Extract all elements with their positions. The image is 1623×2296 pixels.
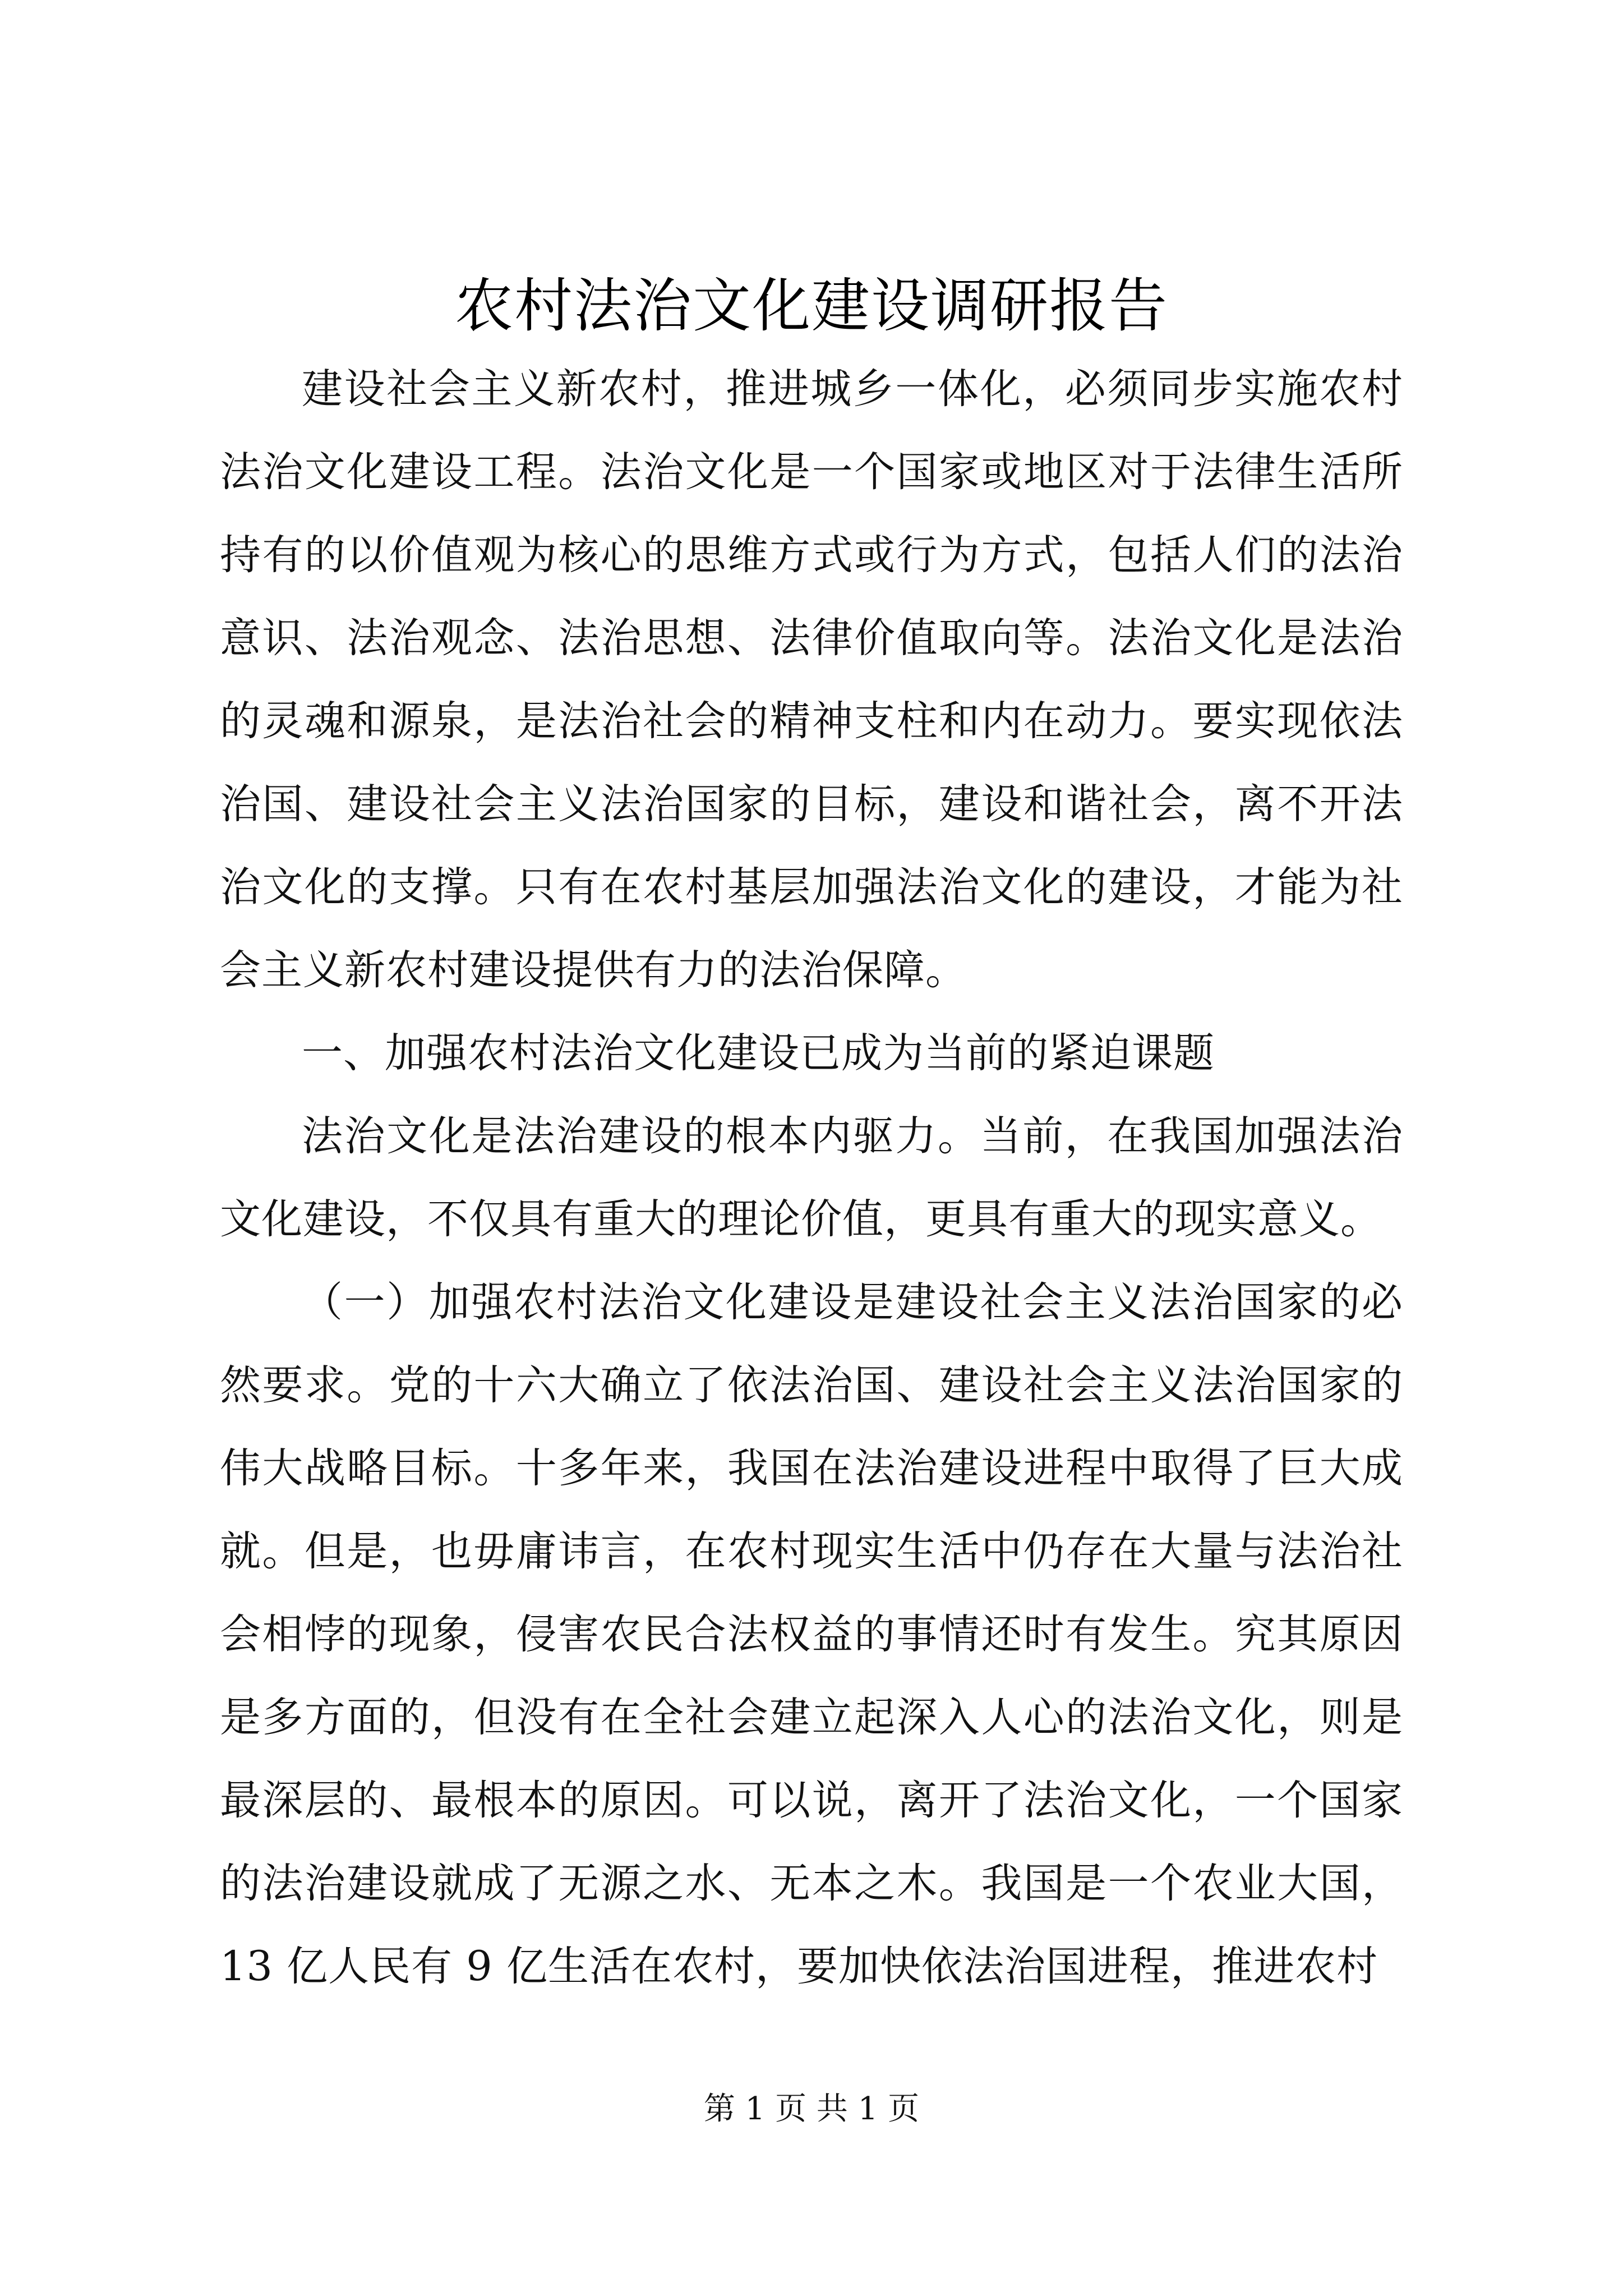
intro-paragraph: 建设社会主义新农村，推进城乡一体化，必须同步实施农村法治文化建设工程。法治文化是一个国家或地区对于法律生活所持有的以价值观为核心的思维方式或行为方式，包括人们的法治意识、法治观念、法治思想、法律价值取向等。法治文化是法治的灵魂和源泉，是法治社会的精神支柱和内在动力。要实现依法治国、建设社会主义法治国家的目标，建设和谐社会，离不开法治文化的支撑。只有在农村基层加强法治文化的建设，才能为社会主义新农村建设提供有力的法治保障。 [220,365,1403,994]
document-title: 农村法治文化建设调研报告 [454,272,1168,340]
section-heading-1: 一、加强农村法治文化建设已成为当前的紧迫课题 [302,1029,1215,1077]
document-body [220,264,1403,2008]
page-footer: 第 1 页 共 1 页 [703,2091,920,2127]
section-1-paragraph: 法治文化是法治建设的根本内驱力。当前，在我国加强法治文化建设，不仅具有重大的理论价值，更具有重大的现实意义。 [220,1112,1403,1243]
subsection-1-paragraph: （一）加强农村法治文化建设是建设社会主义法治国家的必然要求。党的十六大确立了依法治国、建设社会主义法治国家的伟大战略目标。十多年来，我国在法治建设进程中取得了巨大成就。但是，也毋庸讳言，在农村现实生活中仍存在大量与法治社会相悖的现象，侵害农民合法权益的事情还时有发生。究其原因是多方面的，但没有在全社会建立起深入人心的法治文化，则是最深层的、最根本的原因。可以说，离开了法治文化，一个国家的法治建设就成了无源之水、无本之木。我国是一个农业大国，13 亿人民有 9 亿生活在农村，要加快依法治国进程，推进农村 [220,1278,1403,1990]
